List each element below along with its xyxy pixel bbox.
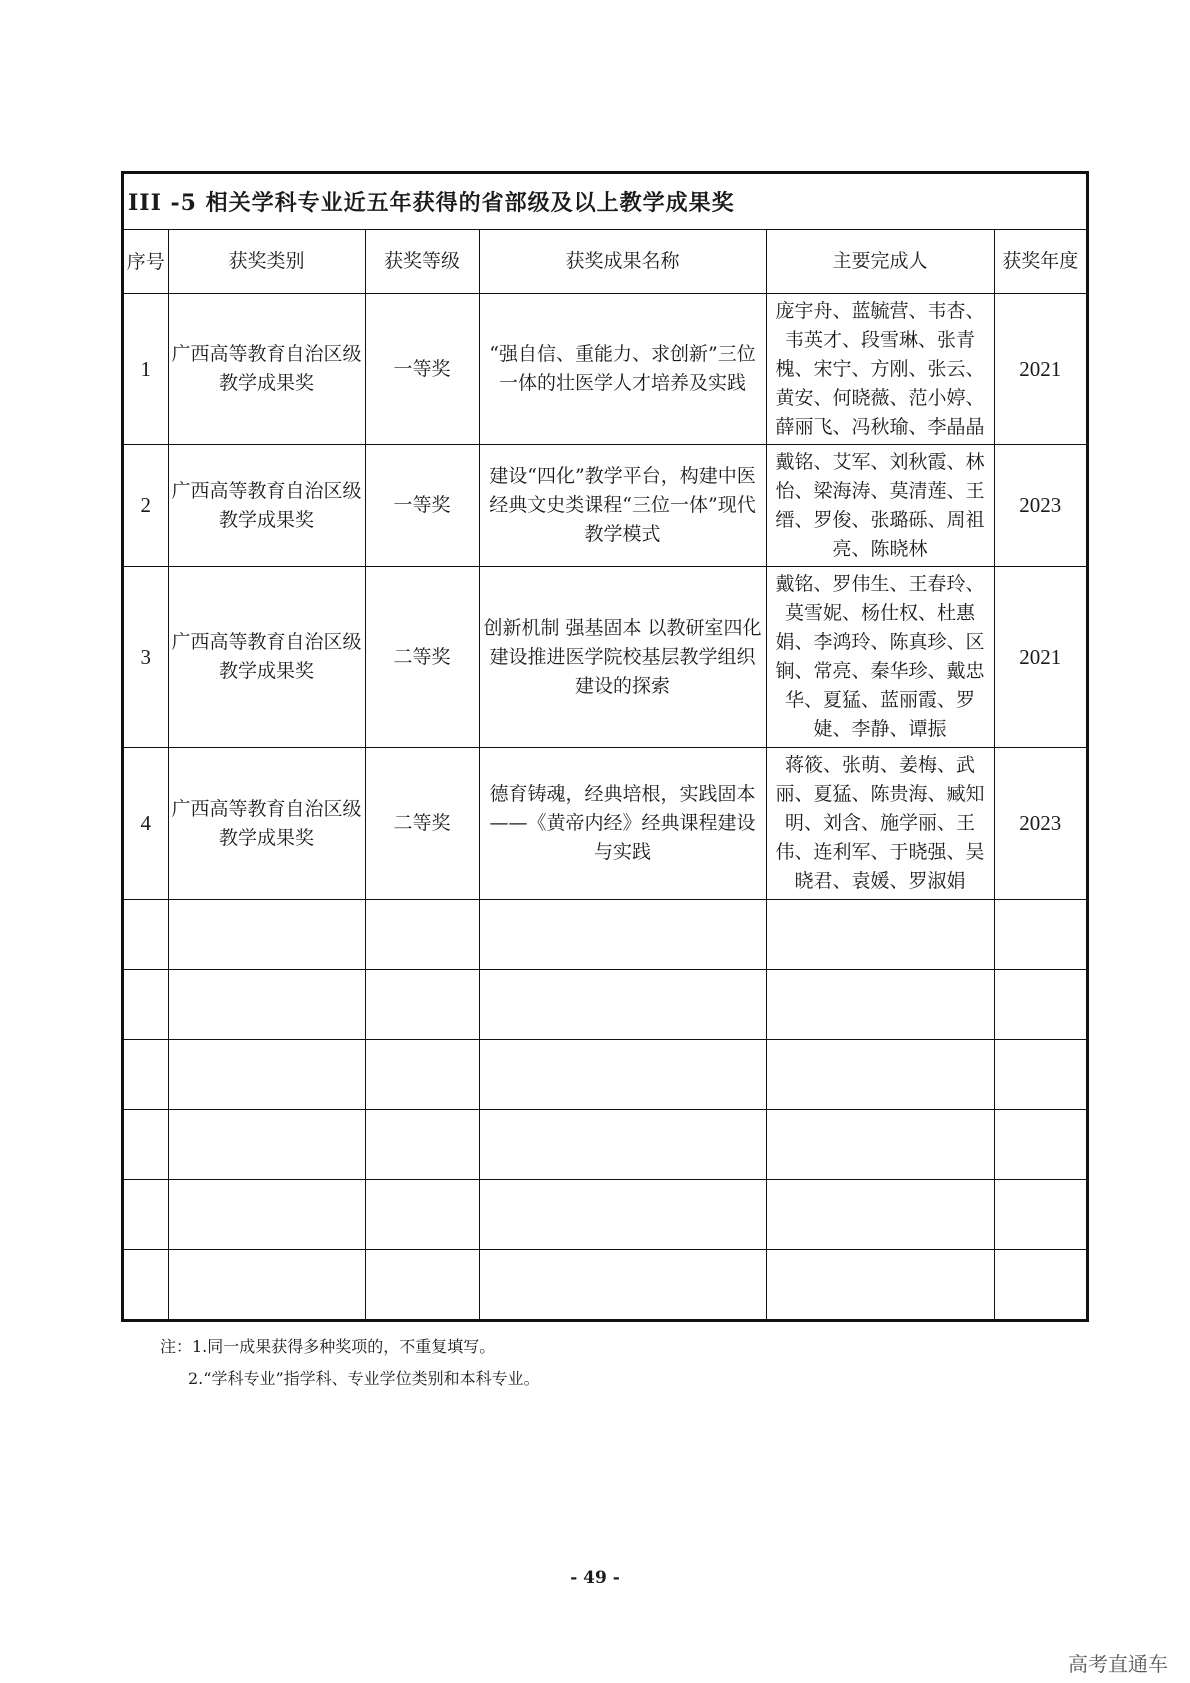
- table-row-empty: [124, 1110, 1086, 1180]
- table-row-empty: [124, 900, 1086, 970]
- table-row: [124, 748, 1086, 900]
- empty-cell: [168, 900, 365, 970]
- empty-cell: [365, 1180, 479, 1250]
- table-row-empty: [124, 1250, 1086, 1320]
- empty-cell: [124, 1040, 168, 1110]
- award-table-frame: [121, 171, 1089, 1322]
- empty-cell: [124, 1250, 168, 1320]
- empty-cell: [766, 1250, 994, 1320]
- row-category: 广西高等教育自治区级教学成果奖: [168, 294, 365, 445]
- header-people: 主要完成人: [766, 230, 994, 294]
- row-award-name: 德育铸魂，经典培根，实践固本——《黄帝内经》经典课程建设与实践: [479, 748, 766, 900]
- empty-cell: [168, 1250, 365, 1320]
- row-seq: 2: [124, 445, 168, 567]
- empty-cell: [479, 1040, 766, 1110]
- row-category: 广西高等教育自治区级教学成果奖: [168, 748, 365, 900]
- row-level: 二等奖: [365, 567, 479, 748]
- award-table: [124, 230, 1086, 1319]
- empty-cell: [365, 1040, 479, 1110]
- table-row: [124, 567, 1086, 748]
- row-year: 2021: [994, 567, 1086, 748]
- empty-cell: [365, 1110, 479, 1180]
- row-people: 庞宇舟、蓝毓营、韦杏、韦英才、段雪琳、张青槐、宋宁、方刚、张云、黄安、何晓薇、范小婷、薛丽飞、冯秋瑜、李晶晶: [766, 294, 994, 445]
- header-year: 获奖年度: [994, 230, 1086, 294]
- empty-cell: [479, 900, 766, 970]
- empty-cell: [994, 1110, 1086, 1180]
- header-seq: 序号: [124, 230, 168, 294]
- footnotes: [160, 1331, 540, 1395]
- row-year: 2023: [994, 445, 1086, 567]
- row-level: 一等奖: [365, 445, 479, 567]
- empty-cell: [994, 970, 1086, 1040]
- row-people: 戴铭、艾军、刘秋霞、林怡、梁海涛、莫清莲、王缙、罗俊、张璐砾、周祖亮、陈晓林: [766, 445, 994, 567]
- table-row-empty: [124, 1180, 1086, 1250]
- empty-cell: [365, 900, 479, 970]
- row-year: 2021: [994, 294, 1086, 445]
- table-title: III -5 相关学科专业近五年获得的省部级及以上教学成果奖: [124, 174, 1086, 230]
- table-row-empty: [124, 970, 1086, 1040]
- header-category: 获奖类别: [168, 230, 365, 294]
- row-people: 戴铭、罗伟生、王春玲、莫雪妮、杨仕权、杜惠娟、李鸿玲、陈真珍、区锏、常亮、秦华珍、戴忠华、夏猛、蓝丽霞、罗婕、李静、谭振: [766, 567, 994, 748]
- empty-cell: [994, 1040, 1086, 1110]
- empty-cell: [168, 1040, 365, 1110]
- empty-cell: [168, 970, 365, 1040]
- empty-cell: [766, 1180, 994, 1250]
- empty-cell: [124, 1180, 168, 1250]
- row-seq: 3: [124, 567, 168, 748]
- row-level: 二等奖: [365, 748, 479, 900]
- row-year: 2023: [994, 748, 1086, 900]
- row-award-name: 创新机制 强基固本 以教研室四化建设推进医学院校基层教学组织建设的探索: [479, 567, 766, 748]
- empty-cell: [479, 1110, 766, 1180]
- empty-cell: [365, 1250, 479, 1320]
- empty-cell: [994, 1250, 1086, 1320]
- header-name: 获奖成果名称: [479, 230, 766, 294]
- empty-cell: [168, 1110, 365, 1180]
- empty-cell: [994, 900, 1086, 970]
- header-level: 获奖等级: [365, 230, 479, 294]
- row-seq: 1: [124, 294, 168, 445]
- empty-cell: [168, 1180, 365, 1250]
- row-award-name: “强自信、重能力、求创新”三位一体的壮医学人才培养及实践: [479, 294, 766, 445]
- table-row: [124, 294, 1086, 445]
- watermark-text: 高考直通车: [1068, 1652, 1168, 1676]
- empty-cell: [766, 1040, 994, 1110]
- empty-cell: [124, 970, 168, 1040]
- row-category: 广西高等教育自治区级教学成果奖: [168, 567, 365, 748]
- empty-cell: [365, 970, 479, 1040]
- empty-cell: [479, 970, 766, 1040]
- row-seq: 4: [124, 748, 168, 900]
- row-people: 蒋筱、张萌、姜梅、武丽、夏猛、陈贵海、臧知明、刘含、施学丽、王伟、连利军、于晓强、吴晓君、袁媛、罗淑娟: [766, 748, 994, 900]
- empty-cell: [766, 970, 994, 1040]
- footnote-1: 注：1.同一成果获得多种奖项的，不重复填写。: [160, 1337, 496, 1356]
- empty-cell: [479, 1180, 766, 1250]
- row-award-name: 建设“四化”教学平台，构建中医经典文史类课程“三位一体”现代教学模式: [479, 445, 766, 567]
- empty-cell: [766, 1110, 994, 1180]
- empty-cell: [479, 1250, 766, 1320]
- table-row: [124, 445, 1086, 567]
- empty-cell: [994, 1180, 1086, 1250]
- row-category: 广西高等教育自治区级教学成果奖: [168, 445, 365, 567]
- footnote-2: 2.“学科专业”指学科、专业学位类别和本科专业。: [188, 1369, 540, 1388]
- table-row-empty: [124, 1040, 1086, 1110]
- empty-cell: [124, 900, 168, 970]
- empty-cell: [766, 900, 994, 970]
- table-header-row: [124, 230, 1086, 294]
- page-number: - 49 -: [570, 1568, 620, 1588]
- empty-cell: [124, 1110, 168, 1180]
- row-level: 一等奖: [365, 294, 479, 445]
